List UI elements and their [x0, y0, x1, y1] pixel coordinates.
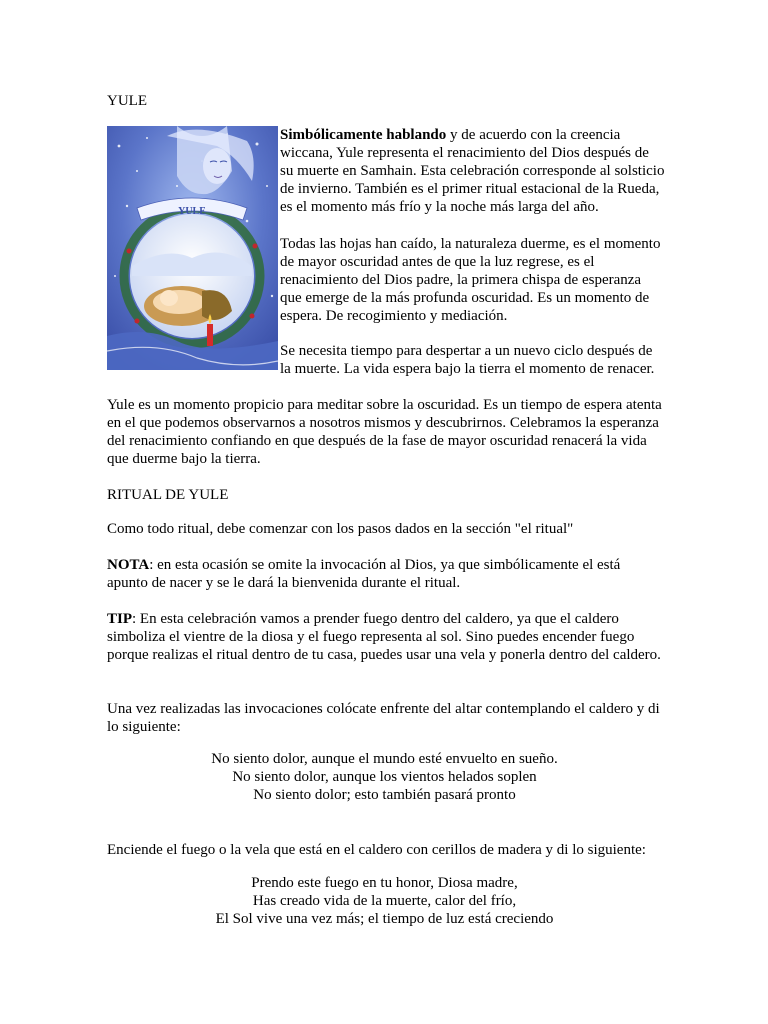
intro-bold: Simbólicamente hablando [280, 127, 447, 143]
paragraph-6: Una vez realizadas las invocaciones colócate enfrente del altar contemplando el caldero y di lo siguiente: [107, 701, 660, 735]
paragraph-intro [280, 126, 665, 216]
verse-2-line: Has creado vida de la muerte, calor del frío, [252, 893, 517, 909]
intro-rest: y de acuerdo con la creencia wiccana, Yule representa el renacimiento del Dios después de su muerte en Samhain. Esta celebración corresponde al solsticio de invierno. También es el primer ritual estacional de la Rueda, es el momento más frío y la noche más larga del año. [280, 127, 665, 215]
yule-illustration [107, 126, 278, 370]
verse-1-line: No siento dolor, aunque los vientos helados soplen [232, 769, 537, 785]
verse-2-line: El Sol vive una vez más; el tiempo de luz está creciendo [215, 911, 554, 927]
svg-text:YULE: YULE [178, 206, 206, 217]
paragraph-7: Enciende el fuego o la vela que está en el caldero con cerillos de madera y di lo siguiente: [107, 842, 646, 858]
verse-2-line: Prendo este fuego en tu honor, Diosa madre, [251, 875, 518, 891]
verse-1-line: No siento dolor, aunque el mundo esté envuelto en sueño. [211, 751, 558, 767]
tip-text: : En esta celebración vamos a prender fuego dentro del caldero, ya que el caldero simboliza el vientre de la diosa y el fuego representa al sol. Sino puedes encender fuego porque realizas el ritual dentro de tu casa, puedes usar una vela y ponerla dentro del caldero. [107, 611, 661, 663]
page-title: YULE [107, 93, 147, 109]
verse-2 [107, 874, 662, 928]
paragraph-4: Yule es un momento propicio para meditar sobre la oscuridad. Es un tiempo de espera atenta en el que podemos observarnos a nosotros mismos y descubrirnos. Celebramos la esperanza del renacimiento confiando en que después de la fase de mayor oscuridad renacerá la vida que duerme bajo la tierra. [107, 397, 662, 467]
nota-paragraph [107, 556, 662, 592]
verse-1-line: No siento dolor; esto también pasará pronto [253, 787, 516, 803]
section-title: RITUAL DE YULE [107, 487, 229, 503]
verse-1 [107, 750, 662, 804]
paragraph-2: Todas las hojas han caído, la naturaleza duerme, es el momento de mayor oscuridad antes de que la luz regrese, es el renacimiento del Dios padre, la primera chispa de esperanza que emerge de la más profunda oscuridad. Es un momento de espera. De recogimiento y mediación. [280, 236, 661, 324]
nota-label: NOTA [107, 557, 150, 573]
tip-paragraph [107, 610, 662, 664]
yule-illustration-svg [107, 126, 278, 370]
nota-text: : en esta ocasión se omite la invocación al Dios, ya que simbólicamente el está apunto de nacer y se le dará la bienvenida durante el ritual. [107, 557, 621, 591]
tip-label: TIP [107, 611, 133, 627]
paragraph-5: Como todo ritual, debe comenzar con los pasos dados en la sección "el ritual" [107, 521, 574, 537]
paragraph-3: Se necesita tiempo para despertar a un nuevo ciclo después de la muerte. La vida espera bajo la tierra el momento de renacer. [280, 343, 655, 377]
